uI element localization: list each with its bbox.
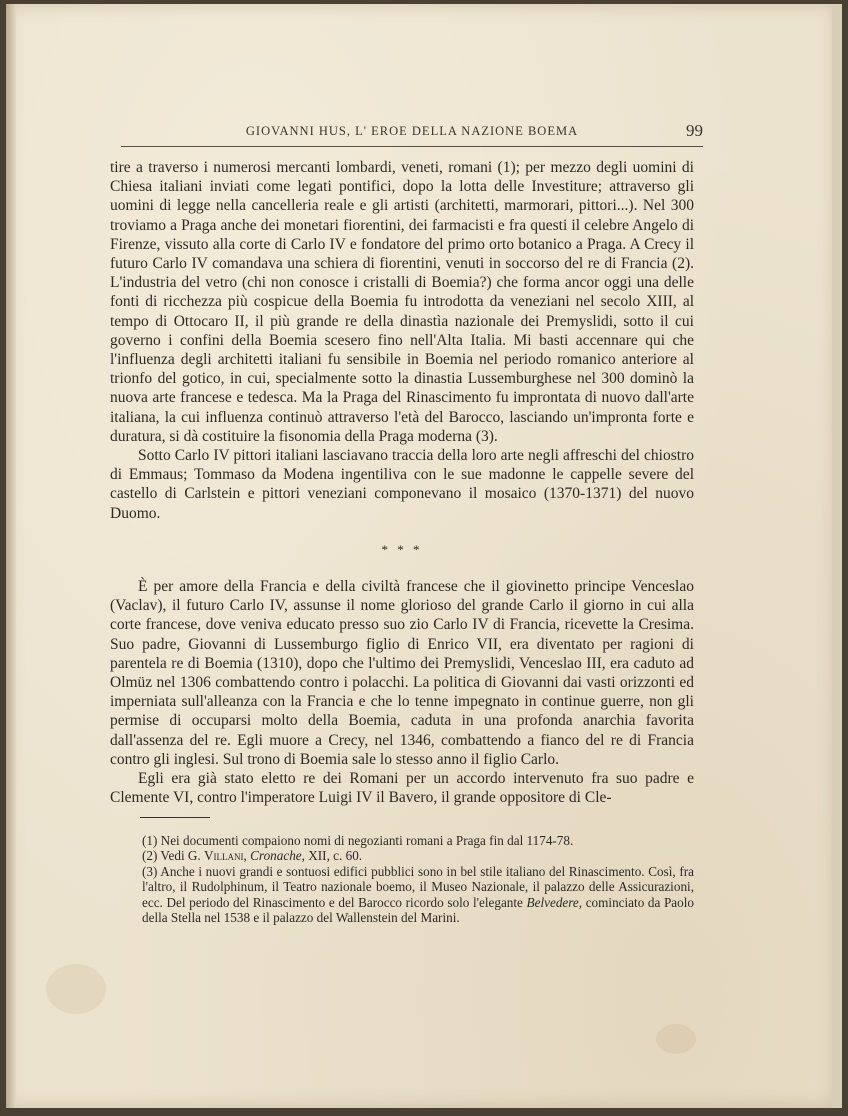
- main-text: [110, 158, 694, 808]
- footnote-2: (2) Vedi G. Villani, Cronache, XII, c. 60.: [142, 848, 363, 864]
- footnote-2-rest: , XII, c. 60.: [301, 848, 363, 864]
- page-header: [121, 122, 703, 147]
- book-spine: [6, 4, 16, 1108]
- paragraph: Sotto Carlo IV pittori italiani lasciavano traccia della loro arte negli affreschi del chiostro di Emmaus; Tommaso da Modena ingentiliva con le sue madonne le cappelle severe del castello di Carlstein e pittori veneziani componevano il mosaico (1370-1371) del nuovo Duomo.: [110, 447, 694, 522]
- footnote-1: (1) Nei documenti compaiono nomi di negozianti romani a Praga fin dal 1174-78.: [142, 833, 574, 848]
- footnotes: [142, 833, 694, 925]
- foxing-stain: [46, 964, 106, 1014]
- footnote-3-rest: , cominciato da Paolo della Stella nel 1538 e il palazzo del Wallenstein del Marini.: [142, 894, 695, 926]
- section-separator: * * *: [381, 541, 423, 557]
- footnote-rule: [140, 817, 210, 818]
- foxing-stain: [656, 1024, 696, 1054]
- paragraph: Egli era già stato eletto re dei Romani per un accordo intervenuto fra suo padre e Clemente VI, contro l'imperatore Luigi IV il Bavero, il grande oppositore di Cle-: [110, 770, 694, 807]
- footnote-3-italic: Belvedere: [526, 894, 579, 910]
- page-edge: [832, 4, 842, 1108]
- footnote-2-author: Villani: [204, 848, 244, 864]
- paragraph: tire a traverso i numerosi mercanti lombardi, veneti, romani (1); per mezzo degli uomini di Chiesa italiani inviati come legati pontifici, dopo la lotta delle Investiture; attraverso gli uomini di legge nella cancelleria reale e gli artisti (architetti, marmorari, pittori...). Nel 300 troviamo a Praga anche dei monetari fiorentini, dei farmacisti e fra questi il celebre Angelo di Firenze, vissuto alla corte di Carlo IV e fondatore del primo orto botanico a Praga. A Crecy il futuro Carlo IV comandava una schiera di fiorentini, venuti in soccorso del re di Francia (2). L'industria del vetro (chi non conosce i cristalli di Boemia?) che forma ancor oggi una delle fonti di ricchezza più cospicue della Boemia fu introdotta da veneziani nel secolo XIII, al tempo di Ottocaro II, il più grande re della dinastìa nazionale dei Premyslidi, sotto il cui governo i confini della Boemia scesero fino nell'Alta Italia. Mi basti accennare qui che l'influenza degli architetti italiani fu sensibile in Boemia nel periodo romanico anteriore al trionfo del gotico, in cui, specialmente sotto la dinastia Lussemburghese nel 300 dominò la nuova arte francese e tedesca. Ma la Praga del Rinascimento fu improntata di nuovo dall'arte italiana, la cui influenza continuò attraverso l'età del Barocco, lasciando un'impronta forte e duratura, si dà costituire la fisonomia della Praga moderna (3).: [110, 159, 694, 445]
- footnote-2-text: (2) Vedi G.: [142, 848, 205, 864]
- page-number: 99: [686, 121, 703, 140]
- footnote-3: [142, 864, 694, 926]
- footnote-2-title: Cronache: [250, 848, 302, 864]
- paragraph: È per amore della Francia e della civiltà francese che il giovinetto principe Venceslao (Vaclav), il futuro Carlo IV, assunse il nome glorioso del grande Carlo il giorno in cui alla corte francese, dove veniva educato presso suo zio Carlo IV di Francia, ricevette la Cresima. Suo padre, Giovanni di Lussemburgo figlio di Enrico VII, era diventato per ragioni di parentela re di Boemia (1310), dopo che l'ultimo dei Premyslidi, Venceslao III, era caduto ad Olmüz nel 1306 combattendo contro i polacchi. La politica di Giovanni dai vasti orizzonti ed imperniata sull'alleanza con la Francia e che lo tenne impegnato in continue guerre, non gli permise di occuparsi molto della Boemia, caduta in una profonda anarchia favorita dall'assenza del re. Egli muore a Crecy, nel 1346, combattendo a fianco del re di Francia contro gli inglesi. Sul trono di Boemia sale lo stesso anno il figlio Carlo.: [110, 578, 694, 768]
- running-head: GIOVANNI HUS, L' EROE DELLA NAZIONE BOEMA: [245, 124, 579, 138]
- footnote-3-text: (3) Anche i nuovi grandi e sontuosi edifici pubblici sono in bel stile italiano del Rinascimento. Così, fra l'altro, il Rudolphinum, il Teatro nazionale boemo, il Museo Nazionale, il palazzo delle Assicurazioni, ecc. Del periodo del Rinascimento e del Barocco ricordo solo l'elegante: [142, 863, 694, 910]
